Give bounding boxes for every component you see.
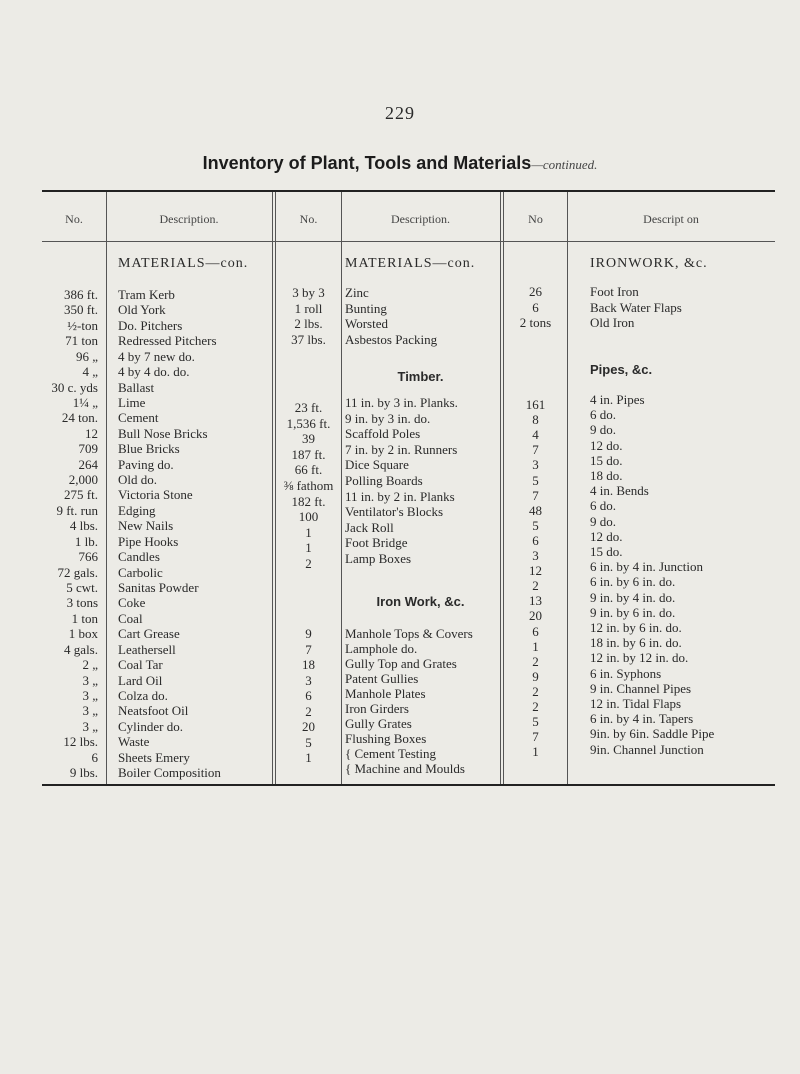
description-cell: Polling Boards [345, 473, 423, 488]
quantity-cell: ⅜ fathom [283, 478, 334, 493]
section-iron-work: Iron Work, &c. [376, 594, 465, 609]
description-cell: 12 do. [590, 437, 623, 453]
description-cell: Cart Grease [118, 626, 180, 642]
quantity-cell: 264 [78, 456, 98, 472]
quantity-cell: 71 ton [65, 333, 98, 349]
section-materials-1: MATERIALS—con. [118, 256, 249, 271]
description-cell: Sheets Emery [118, 749, 190, 765]
description-cell: { Machine and Moulds [345, 761, 465, 776]
description-cell: 9in. by 6in. Saddle Pipe [590, 726, 715, 742]
description-cell: 15 do. [590, 544, 623, 559]
description-cell: 9 in. by 3 in. do. [345, 410, 431, 426]
description-cell: 4 in. Bends [590, 483, 649, 499]
description-cell: Foot Bridge [345, 535, 408, 551]
table-bottom-rule [42, 784, 775, 786]
quantity-cell: 18 [302, 657, 315, 672]
quantity-cell: 709 [78, 441, 98, 457]
quantity-cell: 4 lbs. [69, 518, 98, 534]
quantity-cell: 9 [532, 668, 539, 684]
quantity-cell: 7 [532, 442, 539, 458]
description-cell: 9 in. by 4 in. do. [590, 589, 676, 605]
section-pipes: Pipes, &c. [590, 362, 653, 377]
header-no-3: No [528, 212, 543, 226]
description-cell: Dice Square [345, 457, 409, 473]
section-materials-2: MATERIALS—con. [345, 256, 476, 271]
header-description-1: Description. [159, 212, 219, 226]
description-cell: 7 in. by 2 in. Runners [345, 441, 458, 457]
quantity-cell: 182 ft. [291, 493, 326, 509]
quantity-cell: 12 [85, 425, 98, 441]
quantity-cell: 23 ft. [294, 400, 323, 415]
description-cell: Colza do. [118, 687, 168, 703]
description-cell: Worsted [345, 316, 388, 331]
quantity-cell: 9 [305, 626, 312, 641]
description-cell: Bull Nose Bricks [118, 425, 208, 441]
quantity-cell: 7 [532, 487, 539, 503]
description-cell: Zinc [345, 285, 369, 300]
description-cell: Tram Kerb [118, 287, 175, 302]
header-description-3: Descript on [643, 212, 699, 226]
description-cell: 6 in. by 4 in. Junction [590, 559, 704, 575]
description-cell: Edging [118, 502, 156, 518]
quantity-cell: 1 lb. [74, 533, 98, 549]
description-cell: Pipe Hooks [118, 533, 179, 549]
quantity-cell: 1 [532, 638, 539, 654]
quantity-cell: 12 [529, 563, 542, 579]
quantity-cell: 26 [529, 284, 542, 299]
description-cell: Old do. [118, 472, 157, 488]
quantity-cell: 6 [305, 688, 312, 703]
description-cell: Gully Grates [345, 716, 412, 731]
description-cell: Manhole Tops & Covers [345, 626, 473, 641]
description-cell: Boiler Composition [118, 765, 221, 781]
quantity-cell: 66 ft. [294, 462, 323, 478]
description-cell: Do. Pitchers [118, 317, 183, 333]
quantity-cell: 20 [529, 608, 542, 624]
header-rule [42, 241, 775, 242]
quantity-cell: 3 by 3 [292, 285, 325, 300]
description-cell: Lime [118, 394, 146, 410]
description-cell: 18 do. [590, 468, 623, 483]
quantity-cell: 1 [305, 540, 312, 556]
description-cell: 9 in. Channel Pipes [590, 680, 692, 696]
quantity-cell: 9 lbs. [69, 765, 98, 781]
quantity-cell: 30 c. yds [51, 379, 98, 395]
header-no-1: No. [65, 212, 83, 226]
description-cell: Neatsfoot Oil [118, 703, 189, 719]
description-cell: 9 in. by 6 in. do. [590, 604, 676, 620]
description-cell: 15 do. [590, 452, 623, 468]
quantity-cell: 9 ft. run [56, 502, 98, 518]
description-cell: Flushing Boxes [345, 731, 427, 746]
description-cell: 18 in. by 6 in. do. [590, 635, 682, 651]
description-cell: Lard Oil [118, 672, 163, 688]
quantity-cell: 96 „ [75, 348, 98, 364]
quantity-cell: 1 [305, 750, 312, 765]
quantity-cell: 187 ft. [291, 446, 326, 462]
description-cell: Scaffold Poles [345, 426, 421, 442]
description-cell: Ventilator's Blocks [345, 504, 444, 520]
quantity-cell: 7 [532, 729, 539, 745]
column-divider [341, 192, 342, 784]
description-cell: Coal Tar [118, 657, 163, 673]
quantity-cell: 2 [532, 683, 539, 699]
quantity-cell: 20 [302, 719, 315, 734]
quantity-cell: 7 [305, 641, 312, 657]
quantity-cell: 3 [532, 548, 539, 563]
quantity-cell: 5 [305, 734, 312, 750]
description-cell: Iron Girders [345, 701, 409, 716]
description-cell: Carbolic [118, 564, 163, 580]
header-no-2: No. [299, 212, 318, 226]
quantity-cell: 2 [532, 653, 539, 669]
quantity-cell: 100 [298, 509, 319, 525]
description-cell: Patent Gullies [345, 671, 419, 686]
description-cell: Candles [118, 549, 160, 565]
description-cell: Jack Roll [345, 519, 394, 535]
quantity-cell: 2,000 [68, 472, 98, 488]
quantity-cell: 8 [532, 412, 539, 428]
page-title [0, 153, 800, 174]
description-cell: New Nails [118, 518, 174, 534]
quantity-cell: 3 „ [82, 687, 98, 703]
description-cell: 4 by 4 do. do. [118, 364, 190, 380]
quantity-cell: 37 lbs. [291, 331, 326, 347]
quantity-cell: 5 cwt. [66, 579, 98, 595]
description-cell: Cement [118, 410, 159, 426]
quantity-cell: 1 ton [71, 610, 98, 626]
description-cell: 4 by 7 new do. [118, 348, 195, 364]
table-top-rule [42, 190, 775, 192]
quantity-cell: 6 [532, 623, 539, 639]
quantity-cell: 4 [532, 427, 539, 443]
description-cell: 12 in. by 6 in. do. [590, 620, 682, 635]
description-cell: Foot Iron [590, 284, 639, 299]
description-cell: Bunting [345, 300, 387, 316]
quantity-cell: 2 [305, 556, 312, 571]
description-cell: Leathersell [118, 641, 176, 657]
quantity-cell: 350 ft. [64, 302, 98, 318]
description-cell: Old York [118, 302, 166, 318]
description-cell: 11 in. by 2 in. Planks [345, 488, 455, 504]
description-cell: Manhole Plates [345, 686, 426, 701]
quantity-cell: 12 lbs. [63, 734, 98, 750]
description-cell: Gully Top and Grates [345, 656, 457, 671]
quantity-cell: 3 [305, 672, 312, 688]
description-cell: Lamphole do. [345, 641, 418, 656]
quantity-cell: 161 [525, 397, 546, 412]
description-cell: 11 in. by 3 in. Planks. [345, 395, 458, 410]
description-cell: Back Water Flaps [590, 299, 682, 315]
description-cell: 9 do. [590, 513, 616, 529]
quantity-cell: 275 ft. [64, 487, 98, 503]
quantity-cell: 4 „ [82, 364, 98, 380]
quantity-cell: ½-ton [67, 317, 98, 333]
quantity-cell: 13 [529, 593, 542, 609]
description-cell: Victoria Stone [118, 487, 193, 503]
description-cell: Cylinder do. [118, 718, 183, 734]
quantity-cell: 1,536 ft. [286, 415, 331, 431]
quantity-cell: 1¼ „ [72, 394, 98, 410]
quantity-cell: 2 [532, 578, 539, 594]
quantity-cell: 1 roll [294, 300, 323, 316]
description-cell: Asbestos Packing [345, 331, 438, 347]
description-cell: Ballast [118, 379, 155, 395]
title-suffix: —continued. [531, 157, 598, 172]
quantity-cell: 48 [529, 502, 542, 518]
description-cell: 6 do. [590, 407, 616, 423]
description-cell: Sanitas Powder [118, 579, 199, 595]
description-cell: 12 do. [590, 528, 623, 544]
description-cell: Lamp Boxes [345, 551, 412, 566]
description-cell: Paving do. [118, 456, 174, 472]
description-cell: Redressed Pitchers [118, 333, 217, 349]
quantity-cell: 39 [302, 431, 315, 447]
page-number: 229 [385, 103, 415, 123]
quantity-cell: 1 box [68, 626, 98, 642]
column-divider [567, 192, 568, 784]
description-cell: 6 in. Syphons [590, 665, 662, 681]
quantity-cell: 6 [91, 749, 98, 765]
description-cell: { Cement Testing [345, 746, 437, 761]
header-description-2: Description. [391, 212, 450, 226]
title-text: Inventory of Plant, Tools and Materials [202, 153, 532, 173]
quantity-cell: 2 tons [519, 315, 552, 330]
description-cell: 12 in. by 12 in. do. [590, 650, 689, 666]
description-cell: 12 in. Tidal Flaps [590, 696, 682, 711]
quantity-cell: 3 [532, 457, 539, 473]
quantity-cell: 1 [305, 524, 312, 540]
quantity-cell: 2 lbs. [294, 316, 323, 331]
quantity-cell: 6 [532, 299, 539, 315]
column-divider [106, 192, 107, 784]
section-ironwork: IRONWORK, &c. [590, 256, 708, 271]
section-timber: Timber. [397, 369, 444, 384]
quantity-cell: 3 „ [82, 703, 98, 719]
description-cell: Waste [118, 734, 150, 750]
description-cell: Blue Bricks [118, 441, 180, 457]
quantity-cell: 3 tons [66, 595, 98, 611]
quantity-cell: 5 [532, 714, 539, 730]
quantity-cell: 6 [532, 532, 539, 548]
quantity-cell: 4 gals. [64, 641, 98, 657]
quantity-cell: 2 „ [82, 657, 98, 673]
description-cell: 6 do. [590, 498, 616, 514]
quantity-cell: 766 [78, 549, 98, 565]
quantity-cell: 3 „ [82, 718, 98, 734]
description-cell: Coke [118, 595, 146, 611]
description-cell: 6 in. by 6 in. do. [590, 574, 676, 590]
description-cell: 9in. Channel Junction [590, 741, 704, 757]
description-cell: Old Iron [590, 315, 635, 330]
description-cell: 6 in. by 4 in. Tapers [590, 711, 694, 727]
description-cell: 9 do. [590, 422, 616, 438]
quantity-cell: 1 [532, 744, 539, 760]
description-cell: Coal [118, 610, 143, 626]
description-cell: 4 in. Pipes [590, 392, 645, 407]
quantity-cell: 3 „ [82, 672, 98, 688]
quantity-cell: 5 [532, 517, 539, 533]
quantity-cell: 5 [532, 472, 539, 488]
quantity-cell: 24 ton. [61, 410, 98, 426]
quantity-cell: 2 [532, 699, 539, 714]
quantity-cell: 72 gals. [57, 564, 98, 580]
quantity-cell: 2 [305, 703, 312, 719]
quantity-cell: 386 ft. [64, 287, 98, 302]
